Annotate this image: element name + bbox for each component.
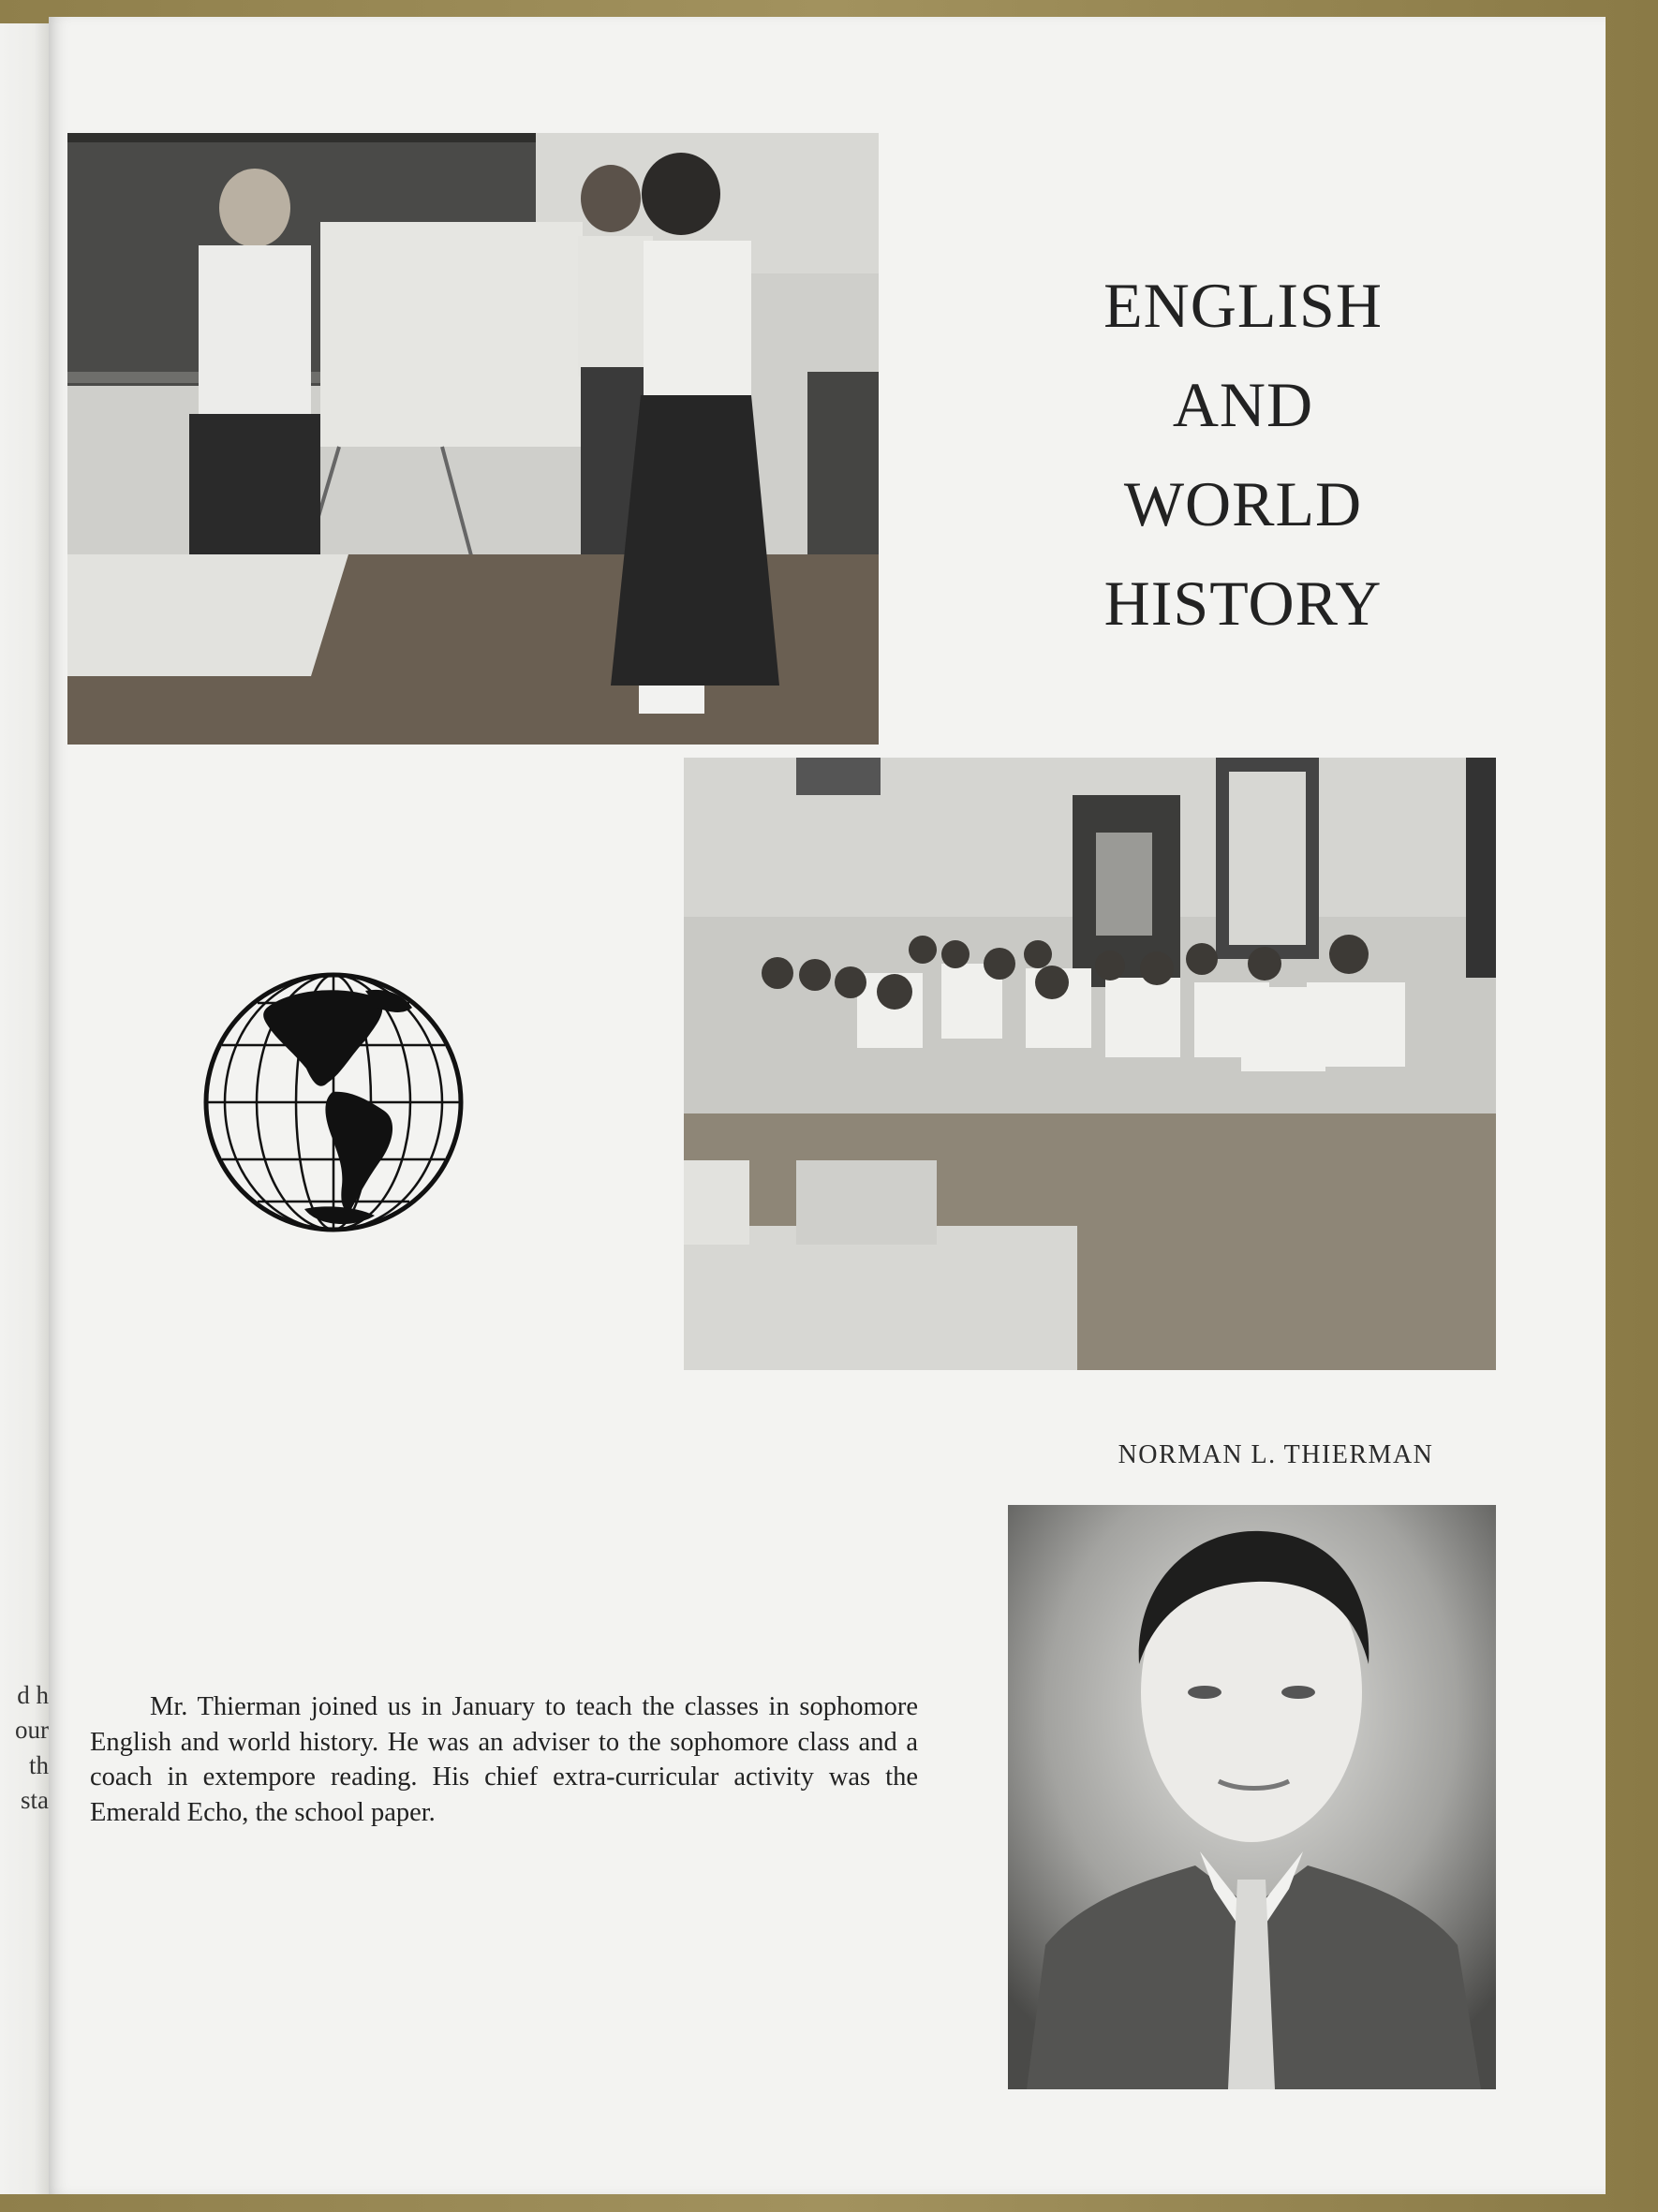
students-at-map-photo: [67, 133, 879, 745]
previous-page-fragment: d h: [17, 1681, 49, 1709]
section-title: [995, 256, 1491, 653]
globe-icon: [201, 970, 466, 1234]
classroom-photo: [684, 758, 1496, 1370]
previous-page-fragment: sta: [21, 1786, 49, 1814]
teacher-name-caption: NORMAN L. THIERMAN: [1118, 1440, 1434, 1469]
previous-page-edge: [0, 23, 49, 2194]
section-title-line: AND: [1172, 369, 1314, 440]
section-title-line: HISTORY: [1103, 568, 1383, 639]
section-title-line: WORLD: [1123, 468, 1363, 539]
previous-page-fragment: th: [28, 1751, 49, 1779]
teacher-bio-paragraph: Mr. Thierman joined us in January to teach the classes in sophomore English and world history. He was an adviser to the sophomore class and a coach in extempore reading. His chief extra-curricular activity was the Emerald Echo, the school paper.: [90, 1692, 918, 1827]
teacher-portrait-photo: [1008, 1505, 1496, 2089]
page: [49, 17, 1606, 2194]
section-title-line: ENGLISH: [1103, 270, 1383, 341]
previous-page-fragment: our: [15, 1716, 49, 1744]
